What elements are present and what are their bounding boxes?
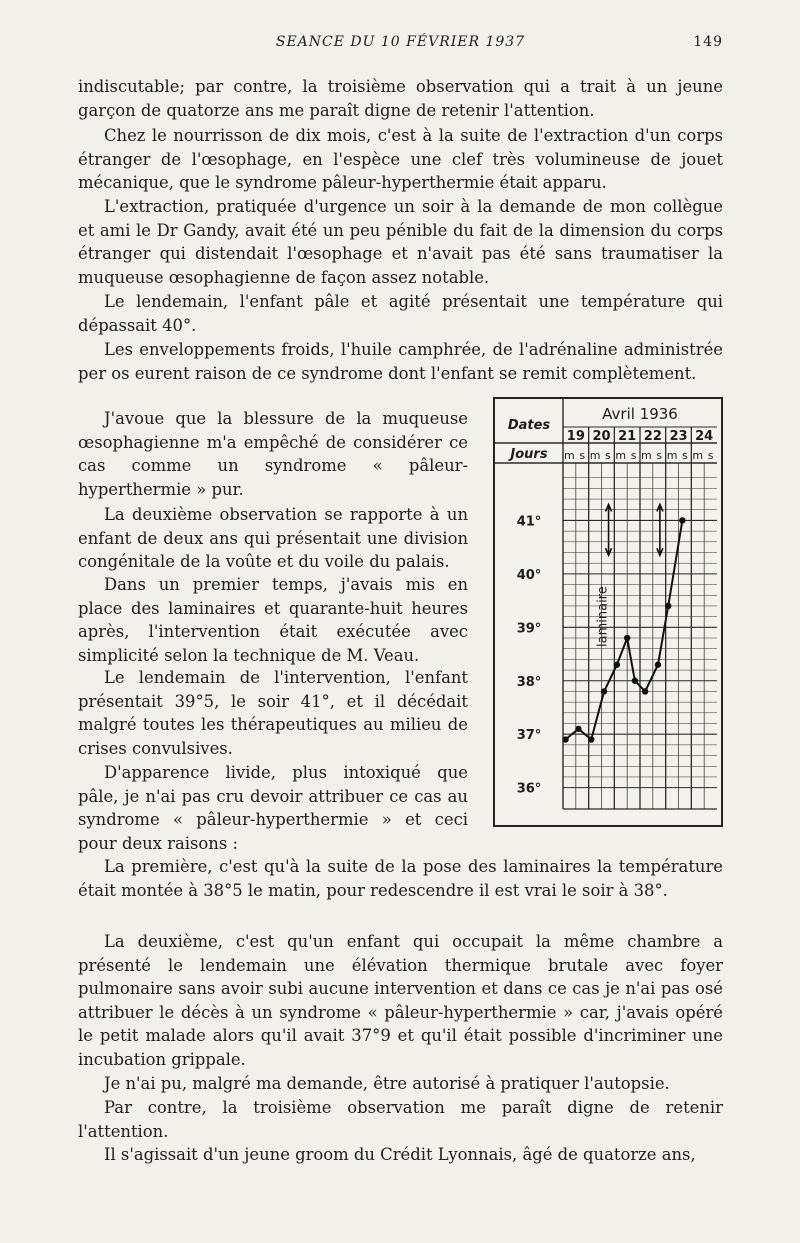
day-label: 19 (566, 429, 585, 444)
day-label: 22 (643, 429, 662, 444)
half-day-label: m (589, 449, 601, 462)
half-day-label: m (692, 449, 704, 462)
half-day-label: s (630, 449, 637, 462)
y-tick-label: 40° (516, 567, 542, 583)
half-day-label: m (615, 449, 627, 462)
paragraph: Le lendemain, l'enfant pâle et agité présentait une température qui dépassait 40°. (78, 292, 723, 335)
temperature-point (632, 678, 638, 684)
temperature-chart (493, 397, 723, 827)
temperature-point (575, 726, 581, 732)
day-label: 23 (669, 429, 688, 444)
temperature-line (566, 520, 683, 739)
half-day-label: s (682, 449, 688, 462)
paragraph: Je n'ai pu, malgré ma demande, être autorisé à pratiquer l'autopsie. (104, 1074, 670, 1093)
temperature-point (665, 603, 671, 609)
row-label-jours: Jours (510, 447, 548, 462)
paragraph: La deuxième observation se rapporte à un enfant de deux ans qui présentait une division congénitale de la voûte et du voile du palais. (78, 505, 468, 571)
temperature-point (655, 662, 661, 668)
laminaire-label: laminaire (595, 586, 611, 647)
paragraph: Par contre, la troisième observation me paraît digne de retenir l'attention. (78, 1098, 723, 1141)
paragraph: Le lendemain de l'intervention, l'enfant présentait 39°5, le soir 41°, et il décédait malgré toutes les thérapeutiques au milieu de crises convulsives. (78, 668, 468, 758)
temperature-point (624, 635, 630, 641)
chart-title: Avril 1936 (602, 405, 678, 423)
paragraph: Les enveloppements froids, l'huile camphrée, de l'adrénaline administrée per os eurent raison de ce syndrome dont l'enfant se remit complètement. (78, 340, 723, 383)
temperature-point (642, 688, 648, 694)
temperature-chart-svg (495, 399, 721, 825)
half-day-label: s (656, 449, 663, 462)
temperature-point (562, 736, 568, 742)
half-day-label: m (666, 449, 678, 462)
temperature-point (614, 662, 620, 668)
paragraph: indiscutable; par contre, la troisième observation qui a trait à un jeune garçon de quatorze ans me paraît digne de retenir l'attention. (78, 77, 723, 120)
running-header (78, 34, 723, 56)
paragraph: D'apparence livide, plus intoxiqué que pâle, je n'ai pas cru devoir attribuer ce cas au syndrome « pâleur-hyperthermie » et ceci pour deux raisons : (78, 763, 468, 853)
temperature-point (601, 688, 607, 694)
paragraph: L'extraction, pratiquée d'urgence un soir à la demande de mon collègue et ami le Dr Gandy, avait été un peu pénible du fait de la dimension du corps étranger qui distendait l'œsophage et n'avait pas été sans traumatiser la muqueuse œsophagienne de façon assez notable. (78, 197, 723, 287)
paragraph: J'avoue que la blessure de la muqueuse œsophagienne m'a empêché de considérer ce cas comme un syndrome « pâleur-hyperthermie » pur. (78, 409, 468, 499)
y-tick-label: 36° (516, 781, 542, 797)
row-label-dates: Dates (507, 418, 551, 433)
paragraph: La première, c'est qu'à la suite de la pose des laminaires la température était montée à 38°5 le matin, pour redescendre il est vrai le soir à 38°. (78, 857, 723, 900)
page-number: 149 (693, 34, 723, 50)
temperature-point (679, 517, 685, 523)
y-tick-label: 39° (516, 621, 542, 637)
y-tick-label: 37° (516, 728, 542, 744)
half-day-label: s (579, 449, 586, 462)
temperature-point (588, 736, 594, 742)
running-title: SEANCE DU 10 FÉVRIER 1937 (275, 34, 526, 50)
paragraph: Dans un premier temps, j'avais mis en place des laminaires et quarante-huit heures après, l'intervention était exécutée avec simplicité selon la technique de M. Veau. (78, 575, 468, 665)
paragraph: La deuxième, c'est qu'un enfant qui occupait la même chambre a présenté le lendemain une élévation thermique brutale avec foyer pulmonaire sans avoir subi aucune intervention et dans ce cas je n'ai pas osé attribuer le décès à un syndrome « pâleur-hyperthermie » car, j'avais opéré le petit malade alors qu'il avait 37°9 et qu'il était possible d'incriminer une incubation grippale. (78, 932, 723, 1069)
half-day-label: s (605, 449, 611, 462)
paragraph: Chez le nourrisson de dix mois, c'est à la suite de l'extraction d'un corps étranger de l'œsophage, en l'espèce une clef très volumineuse de jouet mécanique, que le syndrome pâleur-hyperthermie était apparu. (78, 126, 723, 192)
half-day-label: m (564, 449, 575, 462)
half-day-label: s (707, 449, 714, 462)
day-label: 24 (695, 429, 714, 444)
y-tick-label: 38° (516, 674, 542, 690)
day-label: 20 (592, 429, 611, 444)
half-day-label: m (641, 449, 652, 462)
day-label: 21 (618, 429, 637, 444)
paragraph: Il s'agissait d'un jeune groom du Crédit Lyonnais, âgé de quatorze ans, (104, 1145, 696, 1164)
y-tick-label: 41° (516, 514, 542, 530)
